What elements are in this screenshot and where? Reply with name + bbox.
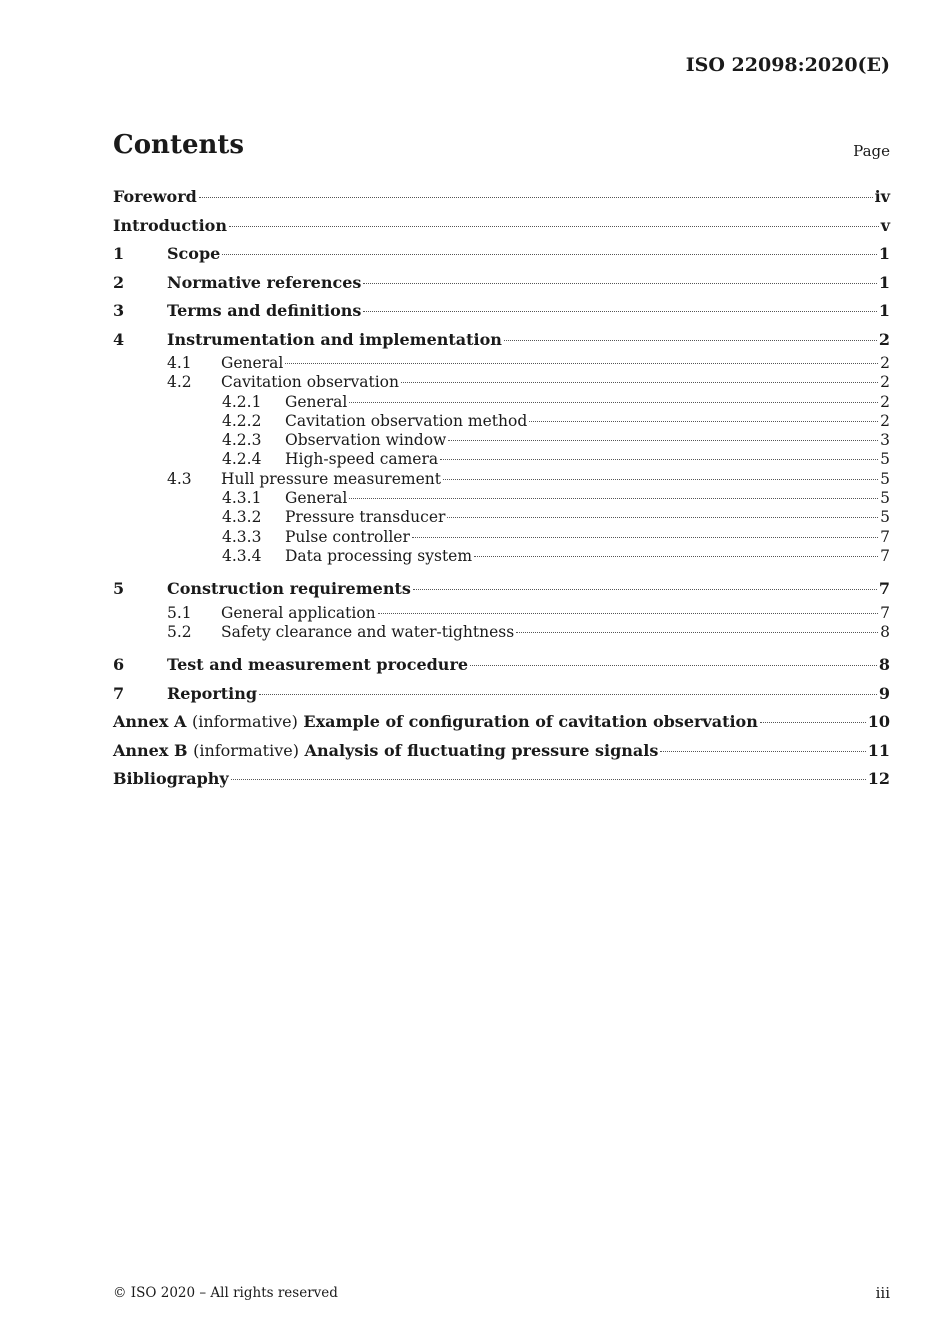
dot-leader [413,589,877,590]
toc-entry-title: Pressure transducer [285,508,446,527]
toc-entry-number: 3 [113,301,125,320]
page-column-label: Page [853,142,890,160]
document-id: ISO 22098:2020(E) [685,54,890,76]
dot-leader [349,498,878,499]
dot-leader [529,421,878,422]
dot-leader [474,556,878,557]
toc-entry-page: 1 [878,301,890,320]
dot-leader [229,226,879,227]
toc-entry-number: 2 [113,272,125,292]
toc-entry-title [113,708,758,737]
toc-entry-terms-definitions[interactable] [113,297,890,326]
toc-entry-title: General [285,392,348,411]
toc-entry-bibliography[interactable] [113,765,890,794]
toc-entry-annex-a[interactable] [113,708,890,737]
dot-leader [760,722,866,723]
toc-entry-page: 2 [878,329,890,349]
toc-entry-page: 7 [880,603,890,622]
toc-entry-title: Bibliography [113,769,229,789]
toc-entry-number: 4.2.4 [222,450,262,469]
toc-entry-page: 7 [880,546,890,565]
toc-entry-title: Scope [167,244,221,263]
table-of-contents [113,183,890,794]
toc-entry-title: Pulse controller [285,527,410,546]
toc-entry-page: iv [874,187,890,206]
toc-entry-4-3-4[interactable] [113,547,890,566]
toc-entry-number: 7 [113,683,125,703]
toc-entry-page: 9 [878,683,890,703]
toc-entry-4-3-1[interactable] [113,489,890,508]
toc-entry-number: 5.2 [167,623,192,642]
toc-entry-title: General [285,489,348,508]
toc-entry-number: 4.2.3 [222,431,262,450]
toc-entry-4-2-2[interactable] [113,412,890,431]
toc-entry-foreword[interactable] [113,183,890,212]
copyright-notice: © ISO 2020 – All rights reserved [113,1285,338,1301]
toc-entry-number: 4.3.3 [222,527,262,546]
toc-entry-title: High-speed camera [285,450,439,469]
dot-leader [504,340,877,341]
dot-leader [440,459,878,460]
annex-type: (informative) [193,740,299,760]
toc-entry-number: 4 [113,329,125,349]
toc-entry-page: 2 [880,373,890,392]
annex-title: Analysis of fluctuating pressure signals [304,740,659,760]
toc-entry-title: Test and measurement procedure [167,655,469,675]
toc-entry-number: 4.3.4 [222,546,262,565]
toc-entry-4-2-4[interactable] [113,450,890,469]
page-number: iii [875,1284,890,1302]
dot-leader [412,537,878,538]
toc-entry-5-2[interactable] [113,623,890,642]
toc-entry-4-3-2[interactable] [113,508,890,527]
toc-entry-number: 4.3 [167,469,192,488]
toc-entry-title: Instrumentation and implementation [167,329,502,349]
toc-entry-page: 8 [878,655,890,675]
toc-entry-test-procedure[interactable] [113,651,890,680]
toc-entry-introduction[interactable] [113,212,890,241]
dot-leader [199,197,873,198]
toc-entry-number: 1 [113,244,125,263]
toc-entry-page: v [880,215,890,235]
toc-entry-title: Safety clearance and water-tightness [221,623,515,642]
toc-entry-5-1[interactable] [113,604,890,623]
toc-entry-number: 4.2 [167,373,192,392]
toc-entry-page: 7 [880,527,890,546]
toc-entry-title [113,737,658,766]
dot-leader [285,363,878,364]
toc-entry-number: 4.1 [167,354,192,372]
dot-leader [516,632,878,633]
toc-entry-scope[interactable] [113,240,890,269]
toc-entry-page: 1 [878,244,890,263]
toc-entry-page: 5 [880,469,890,488]
dot-leader [470,665,877,666]
toc-entry-page: 5 [880,508,890,527]
toc-entry-title: Cavitation observation method [285,411,528,430]
annex-label: Annex A [113,712,187,732]
toc-entry-title: General [221,354,284,372]
dot-leader [349,402,878,403]
toc-entry-title: Observation window [285,431,447,450]
toc-entry-title: Terms and definitions [167,301,362,320]
dot-leader [222,254,877,255]
toc-entry-title: Reporting [167,683,258,703]
toc-entry-page: 11 [867,740,890,760]
toc-entry-number: 6 [113,655,125,675]
toc-entry-title: Construction requirements [167,579,411,599]
dot-leader [660,751,865,752]
toc-entry-number: 5.1 [167,603,192,622]
dot-leader [363,283,876,284]
toc-entry-page: 8 [880,623,890,642]
toc-entry-title: Normative references [167,272,362,292]
toc-entry-reporting[interactable] [113,680,890,709]
dot-leader [443,479,878,480]
toc-entry-number: 4.3.2 [222,508,262,527]
toc-entry-page: 5 [880,450,890,469]
annex-label: Annex B [113,740,188,760]
toc-entry-number: 4.2.2 [222,411,262,430]
toc-entry-4-3[interactable] [113,470,890,489]
toc-entry-page: 5 [880,489,890,508]
dot-leader [259,694,877,695]
toc-entry-page: 2 [880,392,890,411]
toc-entry-number: 4.2.1 [222,392,262,411]
toc-entry-title: Hull pressure measurement [221,469,441,488]
toc-entry-number: 5 [113,579,125,599]
dot-leader [378,613,878,614]
dot-leader [447,517,878,518]
toc-entry-page: 1 [878,272,890,292]
toc-entry-title: Cavitation observation [221,373,400,392]
toc-entry-title: Introduction [113,215,227,235]
toc-entry-page: 3 [880,431,890,450]
toc-entry-4-2[interactable] [113,373,890,392]
annex-title: Example of configuration of cavitation observation [303,712,758,732]
toc-entry-title: Foreword [113,187,197,206]
toc-entry-construction[interactable] [113,575,890,604]
toc-entry-page: 7 [878,579,890,599]
toc-entry-instrumentation[interactable] [113,326,890,355]
toc-entry-page: 2 [880,354,890,372]
annex-type: (informative) [191,712,298,732]
toc-entry-normative-references[interactable] [113,269,890,298]
toc-entry-title: Data processing system [285,546,473,565]
page-title: Contents [113,130,245,160]
toc-entry-4-2-3[interactable] [113,431,890,450]
dot-leader [231,779,866,780]
toc-entry-page: 10 [867,712,890,732]
toc-entry-4-3-3[interactable] [113,528,890,547]
toc-entry-4-1[interactable] [113,354,890,373]
dot-leader [363,311,876,312]
toc-entry-4-2-1[interactable] [113,393,890,412]
toc-entry-annex-b[interactable] [113,737,890,766]
toc-entry-page: 2 [880,411,890,430]
toc-entry-page: 12 [867,769,890,789]
toc-entry-number: 4.3.1 [222,489,262,508]
dot-leader [448,440,878,441]
dot-leader [401,382,878,383]
toc-entry-title: General application [221,603,376,622]
